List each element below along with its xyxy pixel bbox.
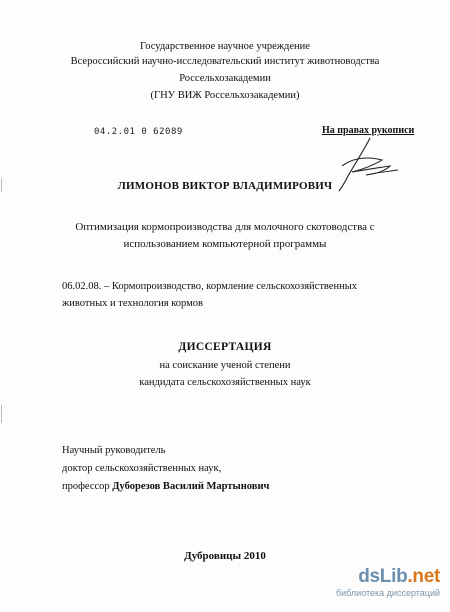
- watermark-logo: [310, 566, 440, 588]
- institution-line-3: Россельхозакадемии: [179, 73, 271, 84]
- watermark-logo-main: dsLib: [358, 566, 408, 587]
- rights-label: На правах рукописи: [322, 125, 415, 136]
- dslib-watermark[interactable]: [310, 566, 440, 606]
- specialty-line-2: животных и технология кормов: [62, 298, 203, 309]
- registration-stamp: 04.2.01 0 62089: [94, 127, 183, 137]
- supervisor-line-1: Научный руководитель: [62, 445, 166, 456]
- institution-line-1: Государственное научное учреждение: [140, 41, 310, 52]
- supervisor-title: профессор: [62, 481, 110, 492]
- place-year: Дубровицы 2010: [184, 550, 266, 562]
- author-name: ЛИМОНОВ ВИКТОР ВЛАДИМИРОВИЧ: [117, 180, 333, 192]
- specialty-line-1: 06.02.08. – Кормопроизводство, кормление сельскохозяйственных: [62, 281, 358, 292]
- supervisor-line-3: [62, 480, 269, 493]
- title-line-2: использованием компьютерной программы: [123, 238, 327, 250]
- scan-edge-mark: [1, 178, 2, 192]
- supervisor-line-2: доктор сельскохозяйственных наук,: [62, 463, 222, 474]
- institution-line-4: (ГНУ ВИЖ Россельхозакадемии): [150, 90, 300, 101]
- work-type-heading: ДИССЕРТАЦИЯ: [178, 341, 272, 353]
- watermark-logo-tld: .net: [407, 566, 440, 587]
- degree-line-1: на соискание ученой степени: [159, 360, 291, 371]
- watermark-subtitle: библиотека диссертаций: [335, 588, 440, 598]
- scan-edge-mark: [1, 405, 2, 423]
- supervisor-name: Дуборезов Василий Мартынович: [112, 481, 270, 492]
- institution-line-2: Всероссийский научно-исследовательский институт животноводства: [70, 56, 380, 67]
- degree-line-2: кандидата сельскохозяйственных наук: [139, 377, 311, 388]
- title-line-1: Оптимизация кормопроизводства для молочного скотоводства с: [75, 221, 375, 233]
